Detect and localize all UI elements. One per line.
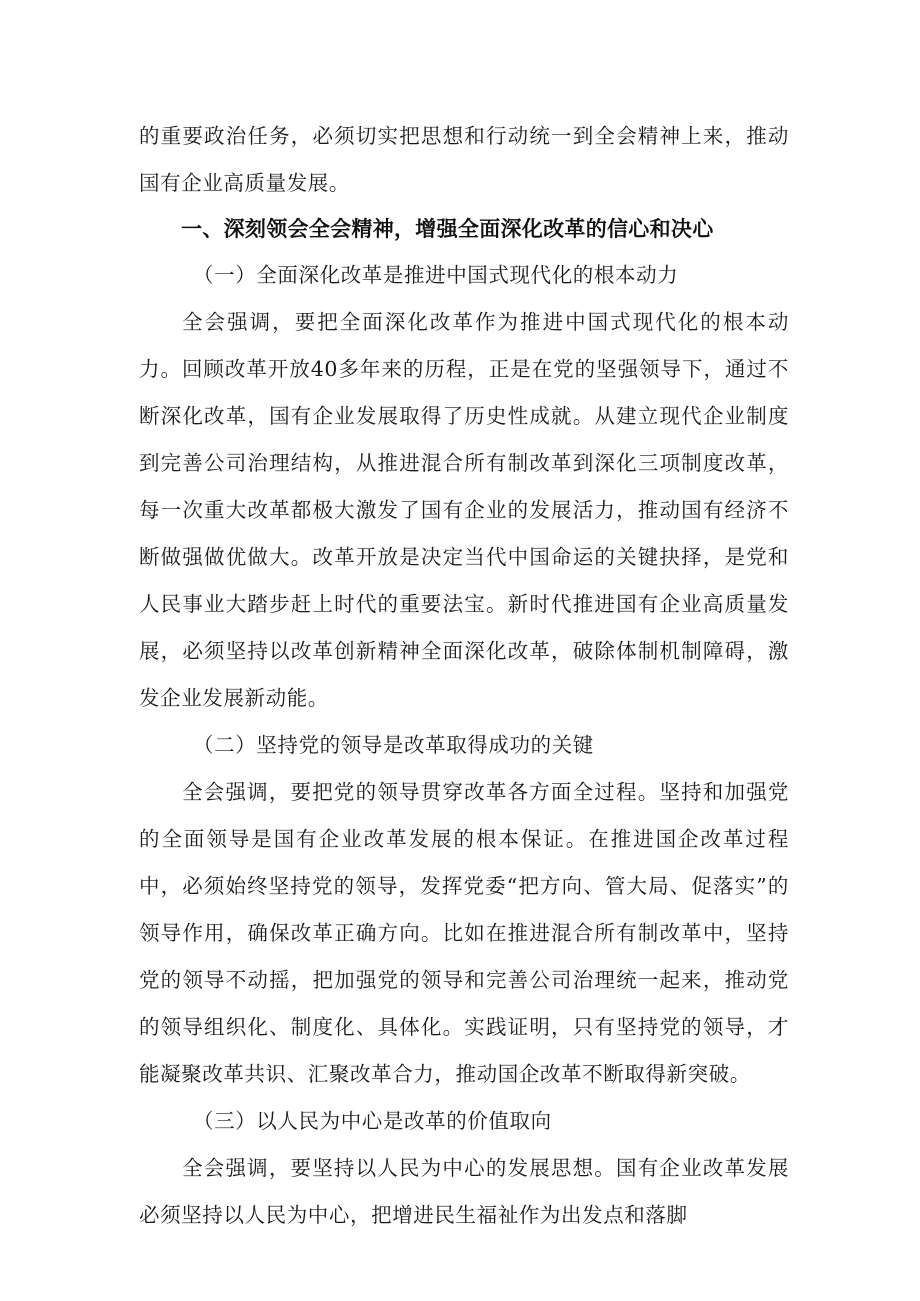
section-heading-1: 一、深刻领会全会精神，增强全面深化改革的信心和决心 xyxy=(181,217,714,241)
paragraph-continued: 的重要政治任务，必须切实把思想和行动统一到全会精神上来，推动国有企业高质量发展。 xyxy=(139,124,789,195)
subsection-heading-1: （一）全面深化改革是推进中国式现代化的根本动力 xyxy=(193,263,679,287)
subsection-heading-3: （三）以人民为中心是改革的价值取向 xyxy=(193,1109,552,1133)
document-body xyxy=(139,113,789,1239)
paragraph-2: 全会强调，要把党的领导贯穿改革各方面全过程。坚持和加强党的全面领导是国有企业改革发展的根本保证。在推进国企改革过程中，必须始终坚持党的领导，发挥党委“把方向、管大局、促落实”的领导作用，确保改革正确方向。比如在推进混合所有制改革中，坚持党的领导不动摇，把加强党的领导和完善公司治理统一起来，推动党的领导组织化、制度化、具体化。实践证明，只有坚持党的领导，才能凝聚改革共识、汇聚改革合力，推动国企改革不断取得新突破。 xyxy=(139,780,789,1086)
paragraph-1: 全会强调，要把全面深化改革作为推进中国式现代化的根本动力。回顾改革开放40多年来的历程，正是在党的坚强领导下，通过不断深化改革，国有企业发展取得了历史性成就。从建立现代企业制度到完善公司治理结构，从推进混合所有制改革到深化三项制度改革，每一次重大改革都极大激发了国有企业的发展活力，推动国有经济不断做强做优做大。改革开放是决定当代中国命运的关键抉择，是党和人民事业大踏步赶上时代的重要法宝。新时代推进国有企业高质量发展，必须坚持以改革创新精神全面深化改革，破除体制机制障碍，激发企业发展新动能。 xyxy=(139,310,789,710)
subsection-heading-2: （二）坚持党的领导是改革取得成功的关键 xyxy=(193,733,594,757)
paragraph-3: 全会强调，要坚持以人民为中心的发展思想。国有企业改革发展必须坚持以人民为中心，把增进民生福祉作为出发点和落脚 xyxy=(139,1156,789,1227)
